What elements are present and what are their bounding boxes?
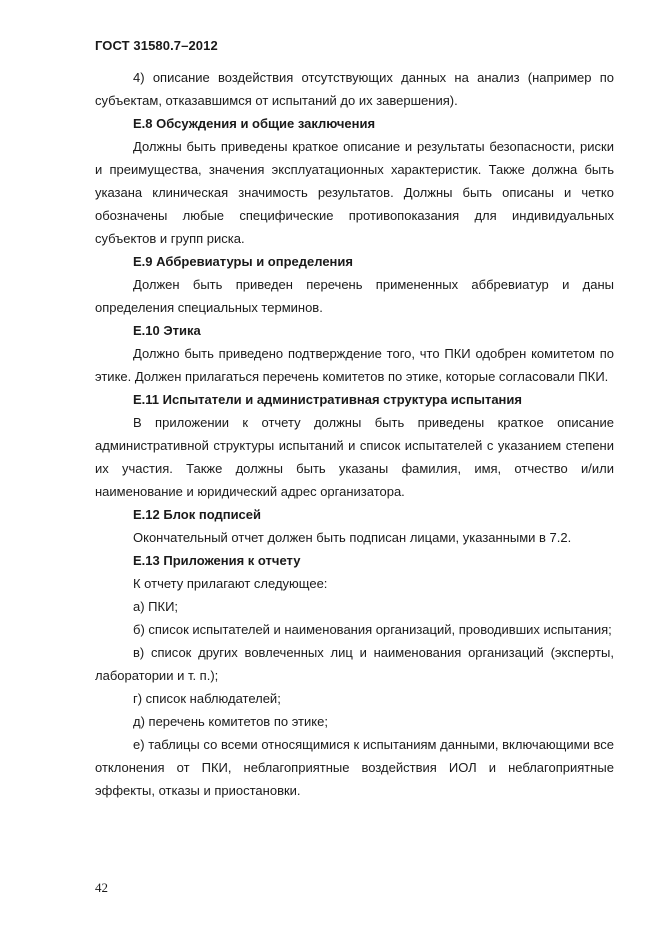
section-heading-e9: Е.9 Аббревиатуры и определения: [133, 254, 353, 269]
section-text-e10: Должно быть приведено подтверждение того, что ПКИ одобрен комитетом по этике. Должен прилагаться перечень комитетов по этике, которые согласовали ПКИ.: [95, 346, 614, 384]
section-text-e11: В приложении к отчету должны быть приведены краткое описание административной структуры испытаний и список испытателей с указанием степени их участия. Также должны быть указаны фамилия, имя, отчество и/или наименование и юридический адрес организатора.: [95, 415, 614, 499]
section-heading-e13: Е.13 Приложения к отчету: [133, 553, 301, 568]
document-body: [95, 66, 614, 802]
list-item-g: г) список наблюдателей;: [133, 691, 281, 706]
list-item-a: а) ПКИ;: [133, 599, 179, 614]
section-heading-e12: Е.12 Блок подписей: [133, 507, 262, 522]
section-heading-e10: Е.10 Этика: [133, 323, 201, 338]
section-text-e12: Окончательный отчет должен быть подписан лицами, указанными в 7.2.: [133, 530, 572, 545]
list-item-d: д) перечень комитетов по этике;: [133, 714, 328, 729]
section-heading-e8: Е.8 Обсуждения и общие заключения: [133, 116, 376, 131]
list-item-e: е) таблицы со всеми относящимися к испытаниям данными, включающими все отклонения от ПКИ, неблагоприятные воздействия ИОЛ и неблагоприятные эффекты, отказы и приостановки.: [95, 737, 614, 798]
section-heading-e11: Е.11 Испытатели и административная структура испытания: [133, 392, 522, 407]
list-item-4: 4) описание воздействия отсутствующих данных на анализ (например по субъектам, отказавшимся от испытаний до их завершения).: [95, 70, 614, 108]
list-item-b: б) список испытателей и наименования организаций, проводивших испытания;: [133, 622, 612, 637]
section-text-e9: Должен быть приведен перечень примененных аббревиатур и даны определения специальных терминов.: [95, 277, 614, 315]
document-header: ГОСТ 31580.7–2012: [95, 38, 218, 53]
section-text-e13-intro: К отчету прилагают следующее:: [133, 576, 328, 591]
section-text-e8: Должны быть приведены краткое описание и результаты безопасности, риски и преимущества, значения эксплуатационных характеристик. Также должна быть указана клиническая значимость результатов. Должны быть описаны и четко обозначены любые специфические противопоказания для индивидуальных субъектов и групп риска.: [95, 139, 614, 246]
list-item-v: в) список других вовлеченных лиц и наименования организаций (эксперты, лаборатории и т. п.);: [95, 645, 614, 683]
page-number: 42: [95, 880, 108, 895]
